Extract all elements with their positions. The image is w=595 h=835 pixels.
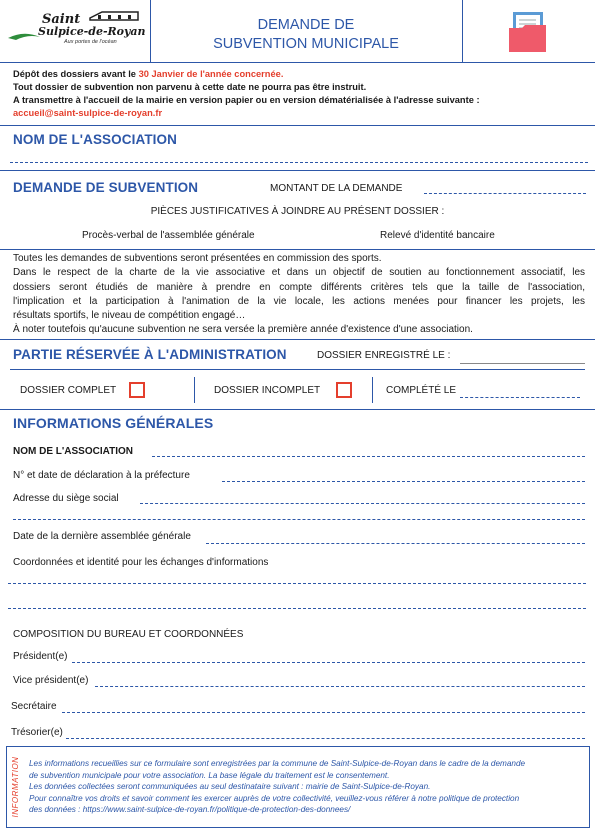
president-label: Président(e): [13, 651, 68, 662]
deadline-date: 30 Janvier de l'année concernée.: [138, 69, 284, 79]
deadline-warning: Tout dossier de subvention non parvenu à cette date ne pourra pas être instruit.: [13, 82, 367, 92]
declaration-field[interactable]: [222, 481, 585, 482]
paragraph-line: l'implication et la participation à l'animation de la vie locale, les actions menées pour financer les projets, les: [13, 295, 585, 307]
folder-icon: [508, 10, 552, 54]
paragraph-line: dossiers seront étudiés de manière à prendre en compte différents critères tels que la taille de l'association,: [13, 281, 585, 293]
coordonnees-field-2[interactable]: [8, 608, 586, 609]
intro-block: [13, 68, 585, 120]
coordonnees-label: Coordonnées et identité pour les échanges d'informations: [13, 557, 269, 568]
montant-label: MONTANT DE LA DEMANDE: [270, 183, 403, 194]
nom-association-field[interactable]: [152, 456, 585, 457]
secretaire-label: Secrétaire: [11, 701, 57, 712]
privacy-notice-box: [6, 746, 590, 828]
privacy-line: Pour connaître vos droits et savoir comment les exercer auprès de votre collectivité, veuillez-vous référer à notre politique de protection: [29, 793, 520, 803]
coordonnees-field-1[interactable]: [8, 583, 586, 584]
title-line2: SUBVENTION MUNICIPALE: [213, 36, 399, 52]
tresorier-field[interactable]: [66, 738, 585, 739]
nom-association-label: NOM DE L'ASSOCIATION: [13, 446, 133, 457]
paragraph-line: Toutes les demandes de subventions seront présentées en commission des sports.: [13, 253, 382, 264]
deadline-line: [13, 68, 585, 81]
privacy-policy-link[interactable]: des données : https://www.saint-sulpice-de-royan.fr/politique-de-protection-des-donnees/: [29, 805, 351, 814]
page-title: [150, 16, 462, 54]
contact-email[interactable]: accueil@saint-sulpice-de-royan.fr: [13, 108, 163, 118]
association-name-field[interactable]: [10, 162, 588, 163]
enregistre-label: DOSSIER ENREGISTRÉ LE :: [317, 350, 451, 361]
town-logo: [6, 10, 146, 50]
ag-field[interactable]: [206, 543, 585, 544]
declaration-label: N° et date de déclaration à la préfecture: [13, 470, 190, 481]
logo-line2: Sulpice-de-Royan: [38, 25, 146, 38]
complete-le-label: COMPLÉTÉ LE: [386, 385, 457, 396]
ag-label: Date de la dernière assemblée générale: [13, 531, 191, 542]
secretaire-field[interactable]: [62, 712, 585, 713]
complete-le-field[interactable]: [460, 397, 580, 398]
pieces-label: PIÈCES JUSTIFICATIVES À JOINDRE AU PRÉSENT DOSSIER :: [150, 206, 445, 217]
privacy-line: Les données collectées seront communiquées au seul destinataire suivant : mairie de Saint-Sulpice-de-Royan.: [29, 782, 431, 791]
vice-president-field[interactable]: [95, 686, 585, 687]
piece-pv-ag: Procès-verbal de l'assemblée générale: [82, 230, 255, 241]
siege-field-1[interactable]: [140, 503, 585, 504]
president-field[interactable]: [72, 662, 585, 663]
information-side-label: INFORMATION: [11, 756, 20, 818]
header: [0, 0, 595, 62]
section-title-admin: PARTIE RÉSERVÉE À L'ADMINISTRATION: [13, 347, 287, 362]
piece-rib: Relevé d'identité bancaire: [380, 230, 495, 241]
privacy-line: de subvention municipale pour votre association. La base légale du traitement est le consentement.: [29, 770, 390, 780]
privacy-text: [29, 758, 587, 816]
section-title-infos: INFORMATIONS GÉNÉRALES: [13, 415, 214, 431]
logo-tagline: Aux portes de l'océan: [64, 39, 117, 45]
enregistre-field[interactable]: [460, 363, 585, 364]
montant-field[interactable]: [424, 193, 586, 194]
incomplet-checkbox[interactable]: [336, 382, 352, 398]
transmit-instruction: A transmettre à l'accueil de la mairie en version papier ou en version dématérialisée à l'adresse suivante :: [13, 95, 480, 105]
deadline-prefix: Dépôt des dossiers avant le: [13, 69, 139, 79]
paragraph-line: Dans le respect de la charte de la vie associative et dans un objectif de soutien au fonctionnement associatif, les: [13, 267, 585, 279]
vice-president-label: Vice président(e): [13, 675, 89, 686]
privacy-line: Les informations recueillies sur ce formulaire sont enregistrées par la commune de Saint-Sulpice-de-Royan dans le cadre de la demande: [29, 759, 526, 768]
paragraph-line: À noter toutefois qu'aucune subvention ne sera versée la première année d'existence d'une association.: [13, 324, 473, 336]
bureau-label: COMPOSITION DU BUREAU ET COORDONNÉES: [13, 629, 244, 640]
siege-label: Adresse du siège social: [13, 493, 119, 504]
title-line1: DEMANDE DE: [257, 17, 355, 33]
paragraph-line: résultats sportifs, le niveau de compétition engagé…: [13, 310, 246, 322]
conditions-paragraph: [13, 252, 585, 338]
section-title-demande: DEMANDE DE SUBVENTION: [13, 180, 199, 195]
tresorier-label: Trésorier(e): [11, 727, 63, 738]
siege-field-2[interactable]: [13, 519, 585, 520]
complet-label: DOSSIER COMPLET: [20, 385, 117, 396]
complet-checkbox[interactable]: [129, 382, 145, 398]
section-title-nom: NOM DE L'ASSOCIATION: [13, 132, 177, 147]
incomplet-label: DOSSIER INCOMPLET: [214, 385, 321, 396]
logo-line1: Saint: [42, 12, 81, 27]
